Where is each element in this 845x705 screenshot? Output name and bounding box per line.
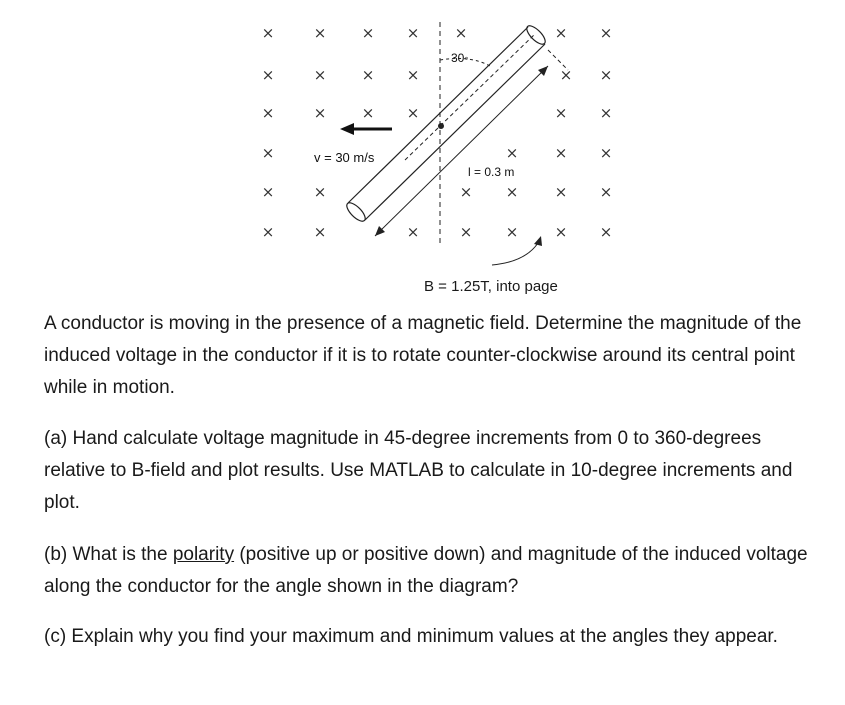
field-cross: × — [261, 223, 275, 241]
rotation-leader-curve — [492, 243, 538, 265]
field-cross: × — [599, 183, 613, 201]
field-cross: × — [361, 66, 375, 84]
polarity-underlined: polarity — [172, 544, 235, 565]
field-cross: × — [313, 104, 327, 122]
field-cross: × — [261, 24, 275, 42]
problem-intro: A conductor is moving in the presence of a magnetic field. Determine the magnitude of the induced voltage in the conductor if it is to rotate counter-clockwise around its central point while in motion. — [44, 313, 802, 398]
angle-label: 30◦ — [451, 51, 469, 65]
field-cross: × — [261, 183, 275, 201]
velocity-label: v = 30 m/s — [314, 150, 375, 165]
field-caption: B = 1.25T, into page — [424, 278, 558, 295]
field-cross: × — [313, 223, 327, 241]
field-cross: × — [313, 66, 327, 84]
field-cross: × — [361, 24, 375, 42]
field-cross: × — [261, 66, 275, 84]
rotation-guide-upper — [405, 34, 535, 160]
field-cross: × — [554, 24, 568, 42]
field-cross: × — [459, 183, 473, 201]
field-cross: × — [459, 223, 473, 241]
field-cross: × — [505, 144, 519, 162]
field-cross: × — [261, 144, 275, 162]
part-b-prefix: (b) What is the — [44, 544, 173, 565]
field-cross-grid — [262, 24, 613, 241]
question-part-c: (c) Explain why you find your maximum and minimum values at the angles they appear. — [44, 626, 778, 647]
length-label: l = 0.3 m — [468, 165, 515, 179]
field-cross: × — [599, 144, 613, 162]
field-cross: × — [599, 104, 613, 122]
field-cross: × — [505, 223, 519, 241]
velocity-arrow — [340, 123, 392, 135]
field-cross: × — [406, 66, 420, 84]
field-cross: × — [599, 223, 613, 241]
field-cross: × — [554, 144, 568, 162]
field-cross: × — [313, 183, 327, 201]
rotation-leader-arrowhead — [534, 236, 542, 246]
field-cross: × — [406, 104, 420, 122]
field-cross: × — [261, 104, 275, 122]
field-cross: × — [554, 183, 568, 201]
magnetic-field-diagram — [0, 0, 845, 300]
pivot-point — [438, 123, 444, 129]
field-cross: × — [406, 24, 420, 42]
field-cross: × — [361, 104, 375, 122]
field-cross: × — [454, 24, 468, 42]
question-part-a: (a) Hand calculate voltage magnitude in 45-degree increments from 0 to 360-degrees relative to B-field and plot results. Use MATLAB to calculate in 10-degree increments and plot. — [44, 428, 793, 513]
part-b-suffix: (positive up or positive down) and magnitude of the induced voltage along the conductor for the angle shown in the diagram? — [44, 544, 808, 597]
field-cross: × — [554, 104, 568, 122]
field-cross: × — [599, 24, 613, 42]
field-cross: × — [554, 223, 568, 241]
rotation-guide-lower — [548, 50, 568, 70]
question-part-b — [44, 539, 824, 603]
field-cross: × — [505, 183, 519, 201]
field-cross: × — [559, 66, 573, 84]
field-cross: × — [599, 66, 613, 84]
field-cross: × — [313, 24, 327, 42]
field-cross: × — [406, 223, 420, 241]
